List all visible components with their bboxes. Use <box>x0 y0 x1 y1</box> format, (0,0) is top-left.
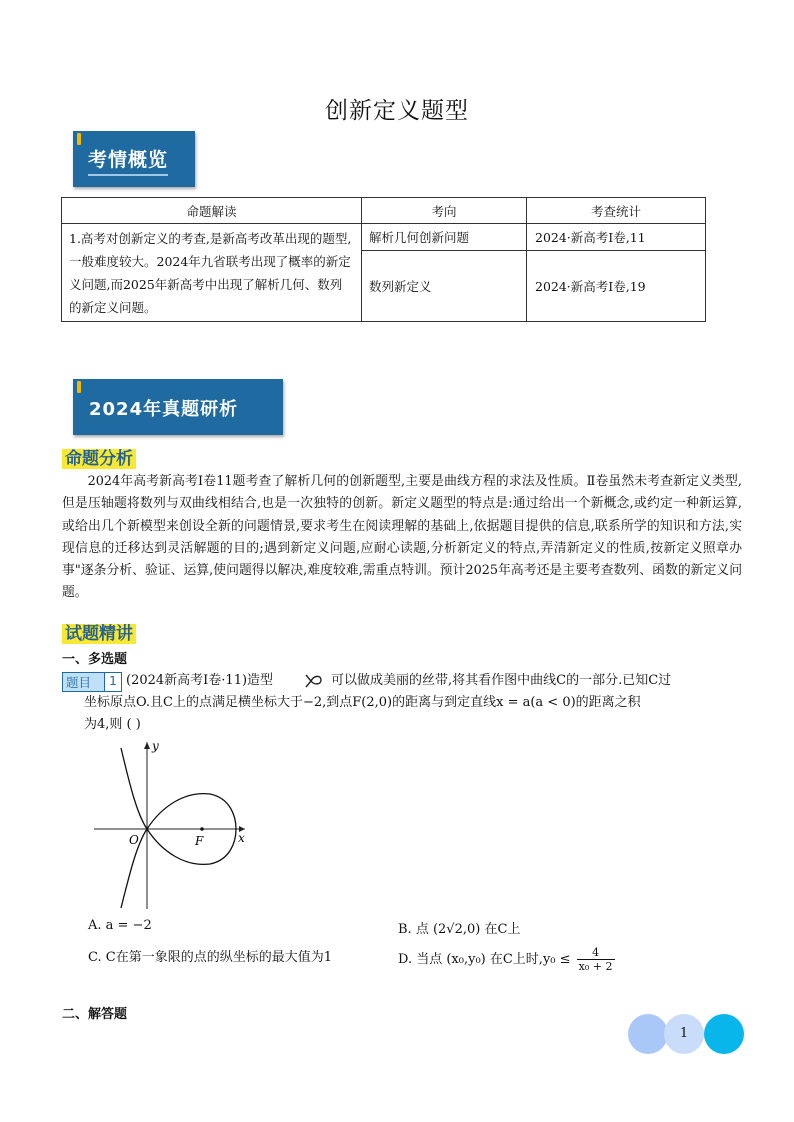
badge-tab <box>77 381 81 393</box>
overview-badge <box>73 131 195 187</box>
question-line-2: 坐标原点O.且C上的点满足横坐标大于−2,到点F(2,0)的距离与到定直线x = a(a < 0)的距离之积 <box>84 695 641 710</box>
table-header: 命题解读 <box>62 198 362 224</box>
focus-label: F <box>195 834 204 848</box>
page-circle-left <box>628 1014 668 1054</box>
curve-graph <box>90 736 260 911</box>
lecture-heading: 试题精讲 <box>62 619 136 644</box>
question-line-1: 可以做成美丽的丝带,将其看作图中曲线C的一部分.已知C过 <box>331 673 672 688</box>
overview-table <box>61 197 706 322</box>
option-c: C. C在第一象限的点的纵坐标的最大值为1 <box>88 950 332 965</box>
option-d-fraction: $\frac{4}{\text{x₀ + 2}}$ <box>578 946 613 973</box>
table-header: 考向 <box>362 198 527 224</box>
table-header: 考查统计 <box>527 198 706 224</box>
option-a: A. a = −2 <box>88 918 152 933</box>
ribbon-icon <box>303 672 325 690</box>
stat-cell: 2024·新高考Ⅰ卷,11 <box>527 224 706 251</box>
option-b: B. 点 (2√2,0) 在C上 <box>398 922 521 937</box>
table-header-row <box>62 198 706 224</box>
section-multi-choice: 一、多选题 <box>62 652 128 667</box>
option-d: D. 当点 (x₀,y₀) 在C上时,y₀ ≤ $\frac{4}{\text{x₀ + 2}}$ <box>398 946 613 973</box>
direction-cell: 数列新定义 <box>362 251 527 322</box>
question-tag-label: 题目 <box>66 675 92 690</box>
research-badge <box>73 379 283 435</box>
analysis-paragraph: 2024年高考新高考Ⅰ卷11题考查了解析几何的创新题型,主要是曲线方程的求法及性质。Ⅱ卷虽然未考查新定义类型,但是压轴题将数列与双曲线相结合,也是一次独特的创新。新定义题型的特点是:通过给出一个新概念,或约定一种新运算,或给出几个新模型来创设全新的问题情景,要求考生在阅读理解的基础上,依据题目提供的信息,联系所学的知识和方法,实现信息的迁移达到灵活解题的目的;遇到新定义问题,应耐心读题,分析新定义的特点,弄清新定义的性质,按新定义照章办事"逐条分析、验证、运算,使问题得以解决,难度较难,需重点特训。预计2025年高考还是主要考查数列、函数的新定义问题。 <box>62 474 742 601</box>
overview-badge-label: 考情概览 <box>88 145 168 176</box>
direction-cell: 解析几何创新问题 <box>362 224 527 251</box>
section-solution: 二、解答题 <box>62 1007 128 1022</box>
page-circle-right <box>704 1014 744 1054</box>
question-number: 1 <box>104 673 121 691</box>
y-axis-label: y <box>152 739 159 753</box>
interpretation-cell: 1.高考对创新定义的考查,是新高考改革出现的题型,一般难度较大。2024年九省联考出现了概率的新定义问题,而2025年新高考中出现了解析几何、数列的新定义问题。 <box>62 224 362 322</box>
badge-tab <box>77 133 81 145</box>
stat-cell: 2024·新高考Ⅰ卷,19 <box>527 251 706 322</box>
research-badge-label: 2024年真题研析 <box>89 399 239 420</box>
analysis-heading: 命题分析 <box>62 444 136 469</box>
question-line-3: 为4,则 ( ) <box>84 717 141 732</box>
question-tag <box>62 672 122 692</box>
page-number: 1 <box>664 1014 704 1054</box>
x-axis-label: x <box>238 831 245 845</box>
table-row <box>62 224 706 251</box>
question-source: (2024新高考Ⅰ卷·11)造型 <box>126 673 274 688</box>
page-title: 创新定义题型 <box>325 98 469 124</box>
origin-label: O <box>129 833 139 847</box>
